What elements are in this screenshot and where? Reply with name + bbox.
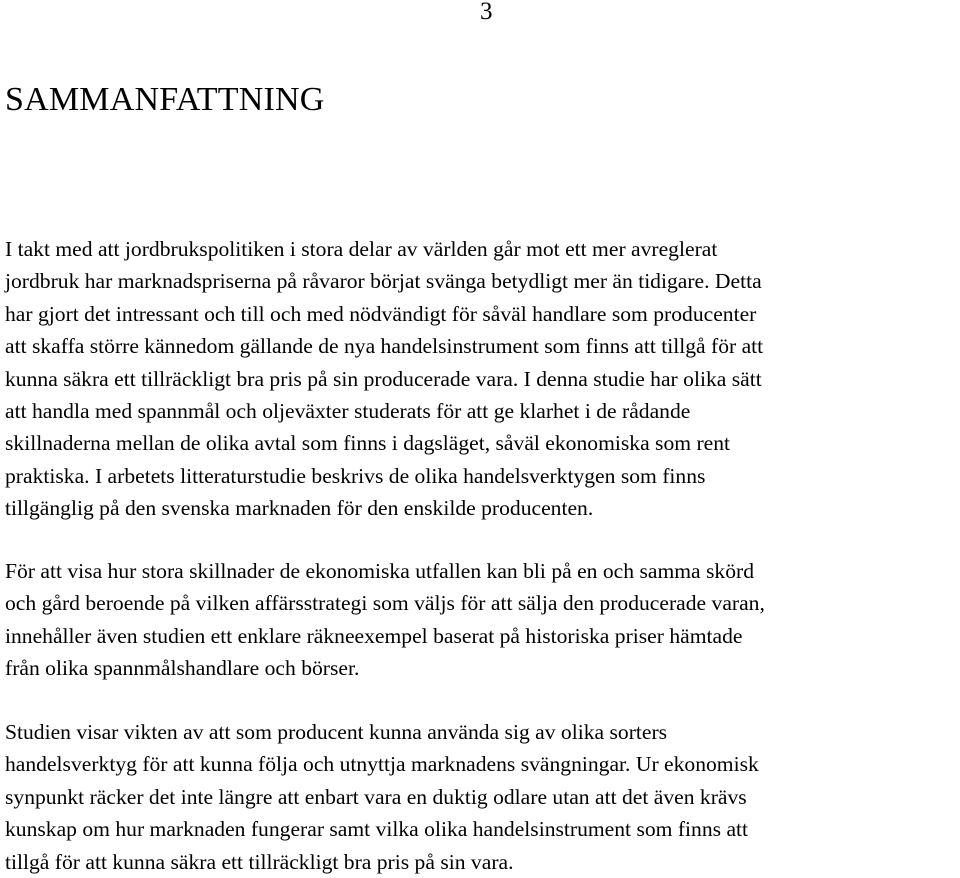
paragraph-line: innehåller även studien ett enklare räkneexempel baserat på historiska priser hämtade <box>5 623 743 648</box>
paragraph-line: praktiska. I arbetets litteraturstudie beskrivs de olika handelsverktygen som finns <box>5 463 706 488</box>
paragraph-line: skillnaderna mellan de olika avtal som finns i dagsläget, såväl ekonomiska som rent <box>5 431 731 456</box>
paragraph-line: och gård beroende på vilken affärsstrategi som väljs för att sälja den producerade varan, <box>5 591 765 616</box>
paragraph-2 <box>5 555 957 685</box>
paragraph-line: I takt med att jordbrukspolitiken i stora delar av världen går mot ett mer avreglerat <box>5 237 718 261</box>
paragraph-line: För att visa hur stora skillnader de ekonomiska utfallen kan bli på en och samma skörd <box>5 559 755 583</box>
paragraph-line: handelsverktyg för att kunna följa och utnyttja marknadens svängningar. Ur ekonomisk <box>5 752 759 777</box>
paragraph-line: synpunkt räcker det inte längre att enbart vara en duktig odlare utan att det även krävs <box>5 784 747 809</box>
paragraph-line: kunna säkra ett tillräckligt bra pris på sin producerade vara. I denna studie har olika sätt <box>5 366 762 391</box>
paragraph-3 <box>5 716 957 878</box>
paragraph-line: jordbruk har marknadspriserna på råvaror börjat svänga betydligt mer än tidigare. Detta <box>5 269 762 294</box>
page-number: 3 <box>480 0 493 25</box>
paragraph-line: att skaffa större kännedom gällande de nya handelsinstrument som finns att tillgå för att <box>5 334 764 359</box>
paragraph-line: från olika spannmålshandlare och börser. <box>5 656 360 681</box>
paragraph-line: kunskap om hur marknaden fungerar samt vilka olika handelsinstrument som finns att <box>5 817 749 842</box>
paragraph-1 <box>5 233 957 525</box>
paragraph-line: tillgå för att kunna säkra ett tillräckligt bra pris på sin vara. <box>5 849 514 874</box>
paragraph-line: har gjort det intressant och till och med nödvändigt för såväl handlare som producenter <box>5 301 757 326</box>
paragraph-line: att handla med spannmål och oljeväxter studerats för att ge klarhet i de rådande <box>5 399 691 424</box>
paragraph-line: tillgänglig på den svenska marknaden för den enskilde producenten. <box>5 496 594 521</box>
paragraph-line: Studien visar vikten av att som producent kunna använda sig av olika sorters <box>5 720 668 744</box>
page-title: SAMMANFATTNING <box>5 81 325 118</box>
